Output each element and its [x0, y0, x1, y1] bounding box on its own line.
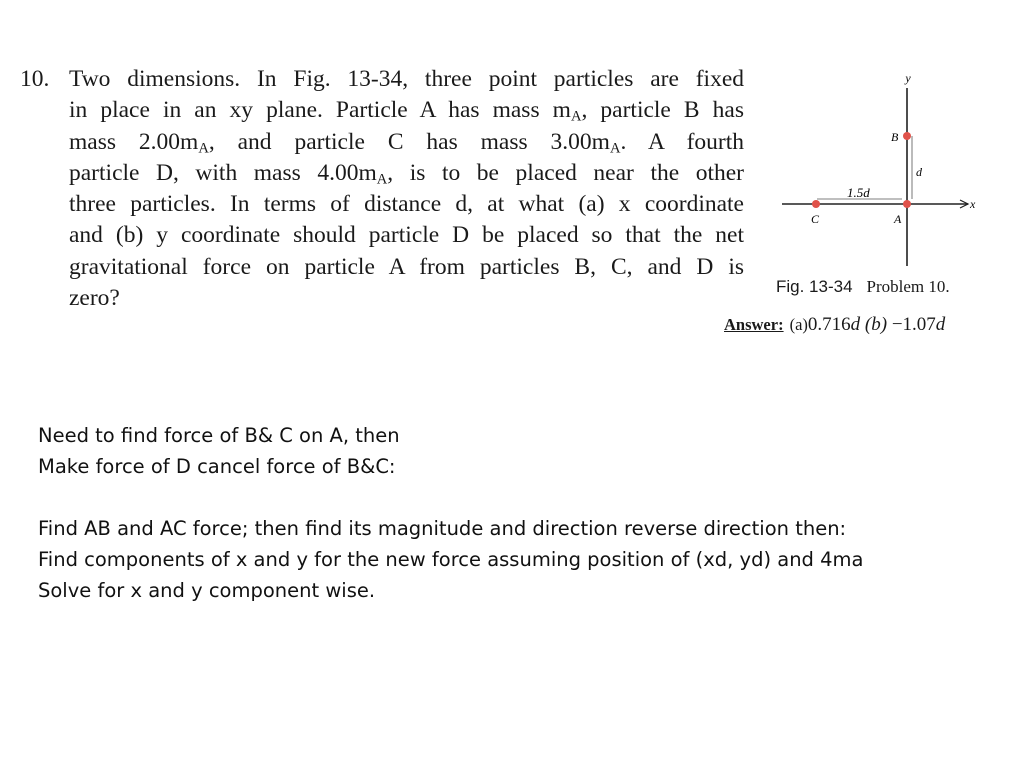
figure-caption-problem: Problem 10.: [866, 277, 950, 296]
note-line: Find components of x and y for the new force assuming position of (xd, yd) and 4ma: [38, 548, 864, 571]
particle-b: [903, 132, 911, 140]
problem-number: 10.: [20, 66, 50, 92]
problem-line: zero?: [69, 285, 120, 312]
particle-a: [903, 200, 911, 208]
label-c: C: [811, 212, 820, 226]
answer-b-value: −1.07: [891, 314, 936, 335]
problem-line: Two dimensions. In Fig. 13-34, three point particles are fixed: [69, 66, 744, 92]
problem-line: and (b) y coordinate should particle D be placed so that the net: [69, 222, 744, 249]
answer-a-value: 0.716: [807, 314, 851, 335]
particle-c: [812, 200, 820, 208]
problem-line: in place in an xy plane. Particle A has mass $m_A$, particle B has: [69, 97, 744, 125]
label-d: d: [916, 165, 922, 179]
answer-a-unit: d: [850, 314, 861, 335]
label-1-5d: 1.5d: [847, 185, 870, 200]
figure-13-34: [772, 66, 1022, 306]
answer-line: [724, 314, 945, 336]
note-line: Find AB and AC force; then find its magnitude and direction reverse direction then:: [38, 517, 847, 540]
particle-diagram: [772, 66, 1022, 286]
x-axis-label: x: [970, 197, 976, 211]
answer-b-tag: (b): [864, 314, 888, 335]
note-line: Solve for x and y component wise.: [38, 579, 376, 602]
problem-line: mass $2.00m_A$, and particle C has mass $3.00m_A$. A fourth: [69, 128, 744, 157]
problem-line: three particles. In terms of distance d, at what (a) x coordinate: [69, 191, 744, 218]
answer-b-unit: d: [935, 314, 946, 335]
note-gap: [38, 482, 863, 513]
problem-line: particle D, with mass $4.00m_A$, is to be placed near the other: [69, 159, 744, 188]
figure-caption: [776, 277, 950, 297]
problem-statement: [20, 64, 744, 314]
answer-label: Answer:: [724, 315, 784, 334]
note-line: Make force of D cancel force of B&C:: [38, 455, 396, 478]
note-line: Need to find force of B& C on A, then: [38, 424, 400, 447]
solution-notes: [38, 420, 863, 606]
answer-a-tag: (a): [789, 315, 808, 334]
label-b: B: [891, 130, 899, 144]
figure-caption-label: Fig. 13-34: [776, 277, 853, 296]
label-a: A: [894, 212, 902, 226]
y-axis-label: y: [905, 71, 911, 85]
problem-line: gravitational force on particle A from particles B, C, and D is: [69, 253, 744, 280]
